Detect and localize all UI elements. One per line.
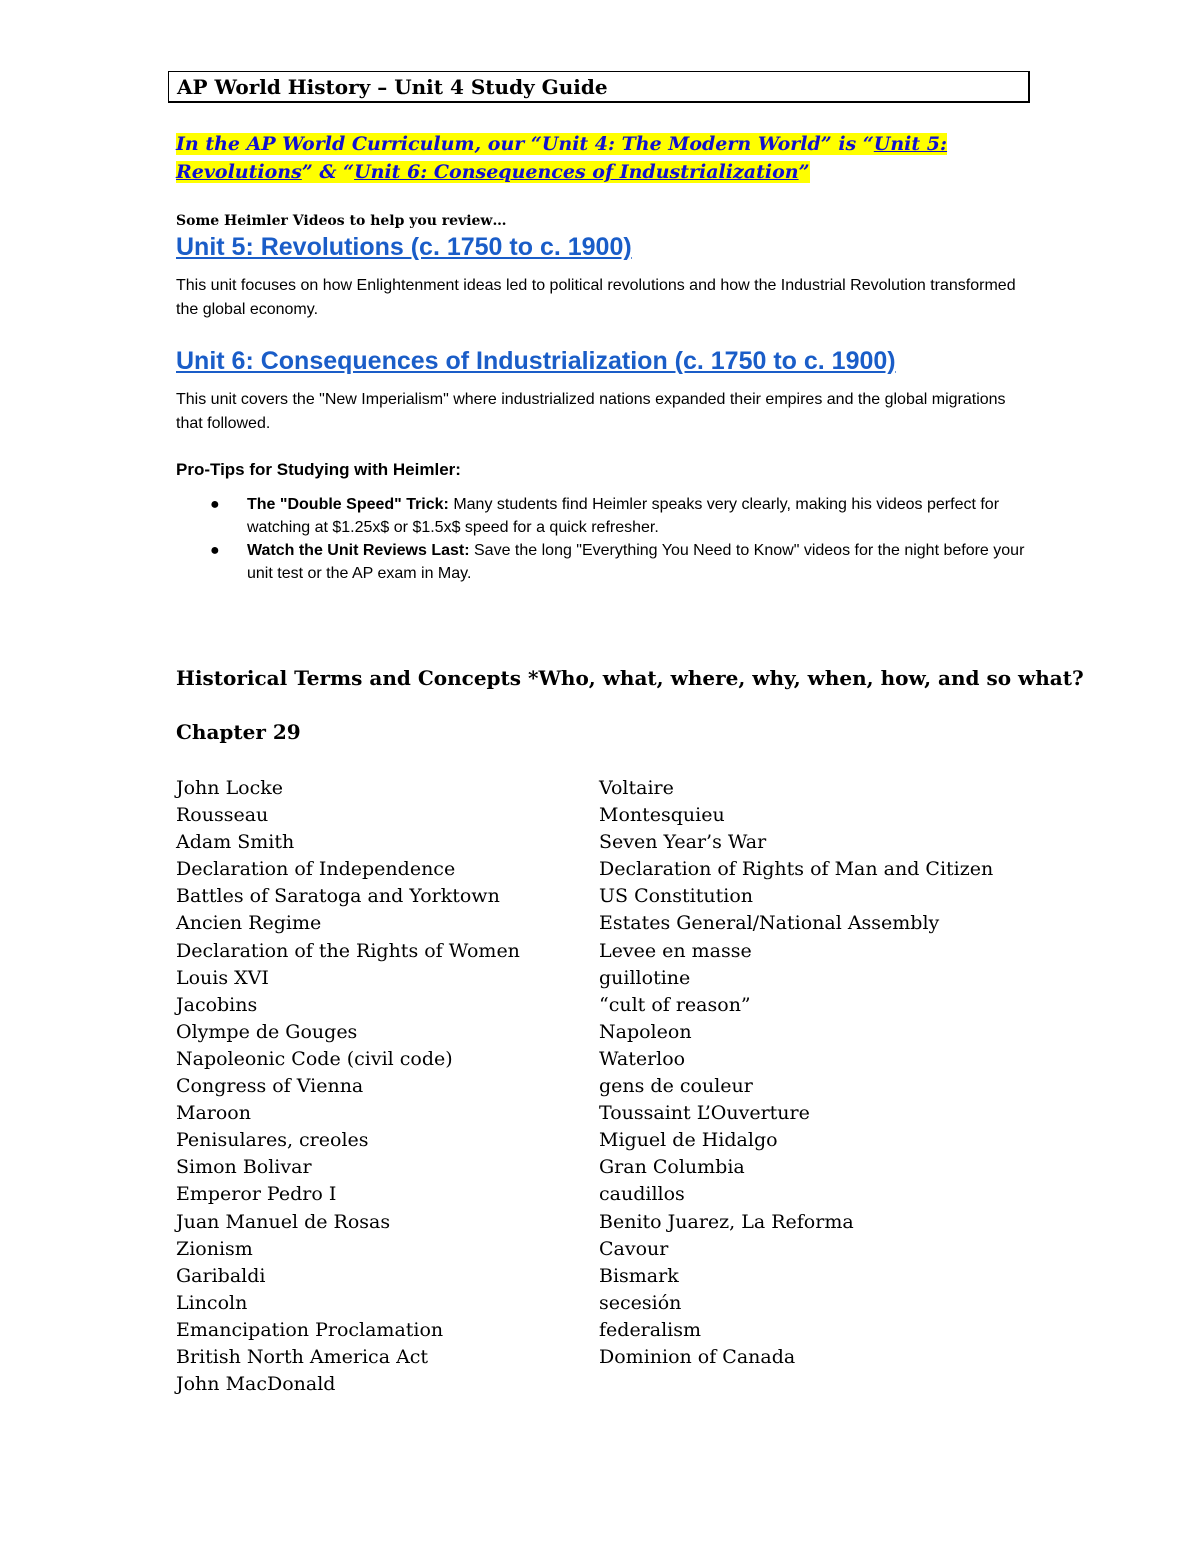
terms-heading: Historical Terms and Concepts *Who, what, where, why, when, how, and so what?	[176, 666, 1084, 690]
term-item: Battles of Saratoga and Yorktown	[176, 885, 500, 908]
bullet-icon: ●	[210, 496, 220, 513]
term-item: Penisulares, creoles	[176, 1129, 369, 1152]
term-item: Jacobins	[176, 993, 258, 1016]
term-item: Seven Year’s War	[599, 831, 767, 854]
curriculum-text-end: ”	[798, 161, 810, 183]
terms-column-left	[176, 775, 520, 1398]
unit6-video-link[interactable]: Unit 6: Consequences of Industrialization (c. 1750 to c. 1900)	[176, 347, 896, 375]
term-item: federalism	[599, 1318, 702, 1341]
chapter-heading: Chapter 29	[176, 720, 301, 744]
term-item: caudillos	[599, 1183, 685, 1206]
term-item: Congress of Vienna	[176, 1075, 364, 1098]
protips-list	[176, 493, 1036, 585]
term-item: Napoleon	[599, 1020, 692, 1043]
unit5-video-link[interactable]: Unit 5: Revolutions (c. 1750 to c. 1900)	[176, 233, 632, 261]
unit5-curriculum-link[interactable]: Unit 5:	[873, 133, 948, 155]
tip-title: The "Double Speed" Trick:	[247, 496, 449, 513]
term-item: Napoleonic Code (civil code)	[176, 1047, 453, 1070]
term-item: Juan Manuel de Rosas	[176, 1210, 391, 1233]
term-item: John Locke	[176, 777, 284, 799]
term-item: Maroon	[176, 1102, 251, 1125]
term-item: Bismark	[599, 1264, 679, 1287]
term-item: Benito Juarez, La Reforma	[599, 1210, 854, 1233]
protips-heading: Pro-Tips for Studying with Heimler:	[176, 460, 461, 479]
term-item: Waterloo	[599, 1047, 686, 1070]
term-item: Rousseau	[176, 804, 269, 827]
term-item: Louis XVI	[176, 966, 269, 989]
page-title: AP World History – Unit 4 Study Guide	[168, 71, 1030, 103]
term-item: Adam Smith	[176, 831, 295, 854]
term-item: Ancien Regime	[176, 912, 322, 935]
term-item: “cult of reason”	[599, 993, 751, 1016]
list-item	[176, 539, 1036, 585]
videos-intro: Some Heimler Videos to help you review…	[176, 213, 507, 229]
unit5-description: This unit focuses on how Enlightenment ideas led to political revolutions and how the Industrial Revolution transformed the global economy.	[176, 277, 1016, 318]
tip-text: Save the long "Everything You Need to Know" videos for the night before your unit test or the AP exam in May.	[247, 542, 1025, 582]
term-item: Declaration of the Rights of Women	[176, 939, 520, 962]
term-item: Gran Columbia	[599, 1156, 745, 1179]
term-item: Olympe de Gouges	[176, 1020, 358, 1043]
term-item: Voltaire	[599, 777, 674, 799]
term-item: Dominion of Canada	[599, 1345, 796, 1368]
term-item: Levee en masse	[599, 939, 752, 962]
term-item: gens de couleur	[599, 1075, 753, 1098]
term-item: Emancipation Proclamation	[176, 1318, 444, 1341]
unit6-curriculum-link[interactable]: Unit 6: Consequences of Industrialization	[354, 161, 799, 183]
term-item: Montesquieu	[599, 804, 725, 827]
term-item: Declaration of Rights of Man and Citizen	[599, 858, 994, 881]
curriculum-note	[176, 130, 1036, 186]
term-item: Garibaldi	[176, 1264, 266, 1287]
term-item: Declaration of Independence	[176, 858, 456, 881]
curriculum-text: In the AP World Curriculum, our “Unit 4: The Modern World” is “	[176, 133, 874, 155]
unit6-description: This unit covers the "New Imperialism" where industrialized nations expanded their empires and the global migrations that followed.	[176, 391, 1006, 432]
tip-title: Watch the Unit Reviews Last:	[247, 542, 470, 559]
term-item: secesión	[599, 1291, 682, 1314]
term-item: Lincoln	[176, 1291, 248, 1314]
curriculum-text-mid: ” & “	[301, 161, 355, 183]
term-item: Emperor Pedro I	[176, 1183, 337, 1206]
term-item: US Constitution	[599, 885, 754, 908]
term-item: Estates General/National Assembly	[599, 912, 940, 935]
term-item: Simon Bolivar	[176, 1156, 312, 1179]
list-item	[176, 493, 1036, 539]
unit5-curriculum-link-cont[interactable]: Revolutions	[176, 161, 302, 183]
bullet-icon: ●	[210, 542, 220, 559]
tip-text: Many students find Heimler speaks very clearly, making his videos perfect for watching at $1.25x$ or $1.5x$ speed for a quick refresher.	[247, 496, 1000, 536]
term-item: John MacDonald	[176, 1373, 336, 1396]
terms-column-right	[599, 775, 993, 1371]
term-item: British North America Act	[176, 1345, 429, 1368]
term-item: Miguel de Hidalgo	[599, 1129, 778, 1152]
term-item: guillotine	[599, 966, 691, 989]
term-item: Cavour	[599, 1237, 669, 1260]
term-item: Toussaint L’Ouverture	[599, 1102, 810, 1125]
term-item: Zionism	[176, 1237, 253, 1260]
